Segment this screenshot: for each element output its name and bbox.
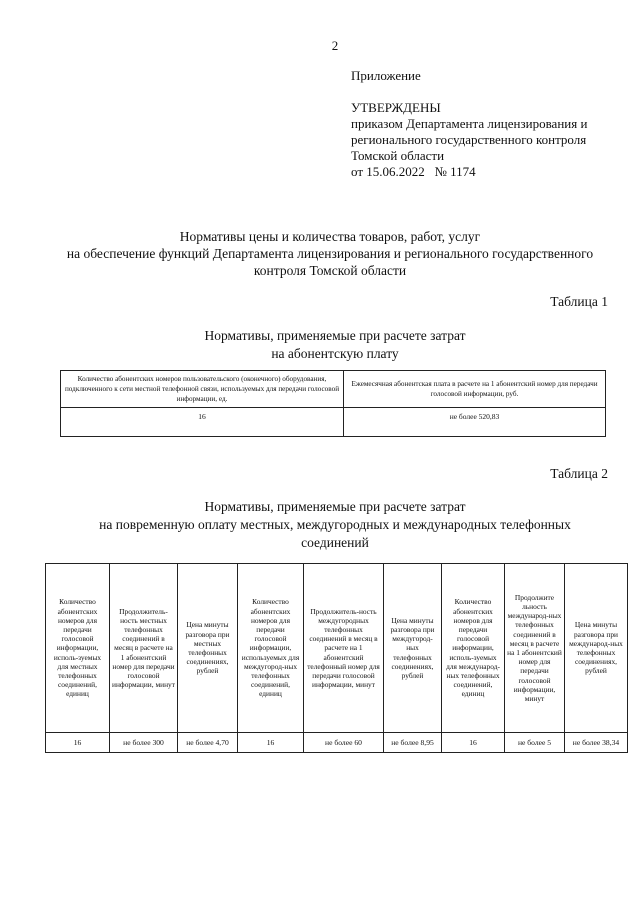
appendix-block xyxy=(351,68,621,180)
table2-header-cell: Количество абонентских номеров для передачи голосовой информации, исполь-зуемых для международ-ных телефонных соединений, единиц xyxy=(442,564,505,733)
table1-cell: 16 xyxy=(61,408,344,437)
table-header-row xyxy=(61,371,606,408)
table1-heading xyxy=(40,327,630,363)
table1-cell: не более 520,83 xyxy=(344,408,606,437)
order-date-number: от 15.06.2022 № 1174 xyxy=(351,164,476,179)
table2-cell: не более 8,95 xyxy=(384,733,442,753)
table2-header-cell: Цена минуты разговора при местных телефонных соединениях, рублей xyxy=(178,564,238,733)
table2-cell: 16 xyxy=(46,733,110,753)
table2-heading-line-1: Нормативы, применяемые при расчете затрат xyxy=(204,499,466,514)
table1-header-cell: Количество абонентских номеров пользовательского (оконечного) оборудования, подключенного к сети местной телефонной связи, используемых для передачи голосовой информации, ед. xyxy=(61,371,344,408)
table-header-row xyxy=(46,564,628,733)
table1-heading-line-1: Нормативы, применяемые при расчете затрат xyxy=(204,328,466,343)
table1-label: Таблица 1 xyxy=(550,294,608,309)
table2-heading xyxy=(40,498,630,552)
table2-header-cell: Продолжитель-ность местных телефонных соединений в месяц в расчете на 1 абонентский номер для передачи голосовой информации, минут xyxy=(110,564,178,733)
table-row xyxy=(46,733,628,753)
table2-header-cell: Количество абонентских номеров для передачи голосовой информации, исполь-зуемых для местных телефонных соединений, единиц xyxy=(46,564,110,733)
title-line-3: контроля Томской области xyxy=(253,263,407,278)
table2-cell: не более 300 xyxy=(110,733,178,753)
table1 xyxy=(60,370,606,437)
table2-header-cell: Цена минуты разговора при международ-ных телефонных соединениях, рублей xyxy=(565,564,628,733)
table2-heading-line-2: на повременную оплату местных, междугородных и международных телефонных xyxy=(99,517,571,532)
approved-label: УТВЕРЖДЕНЫ xyxy=(351,100,441,115)
table1-heading-line-2: на абонентскую плату xyxy=(271,346,399,361)
table2-cell: не более 5 xyxy=(505,733,565,753)
order-line-3: Томской области xyxy=(351,148,445,163)
table2-label: Таблица 2 xyxy=(550,466,608,481)
table2-cell: не более 4,70 xyxy=(178,733,238,753)
table2-header-cell: Продолжите льность международ-ных телефонных соединений в месяц в расчете на 1 абонентский номер для передачи голосовой информации, минут xyxy=(505,564,565,733)
table2-heading-line-3: соединений xyxy=(301,535,369,550)
order-line-1: приказом Департамента лицензирования и xyxy=(351,116,588,131)
table2-header-cell: Количество абонентских номеров для передачи голосовой информации, используемых для междугород-ных телефонных соединений, единиц xyxy=(238,564,304,733)
table2-cell: не более 38,34 xyxy=(565,733,628,753)
document-title xyxy=(40,228,620,279)
appendix-label: Приложение xyxy=(351,68,421,83)
title-line-2: на обеспечение функций Департамента лицензирования и регионального государственного xyxy=(66,246,594,261)
order-line-2: регионального государственного контроля xyxy=(351,132,587,147)
page-number: 2 xyxy=(331,38,339,53)
table2-cell: 16 xyxy=(238,733,304,753)
table2 xyxy=(45,563,628,753)
table-row xyxy=(61,408,606,437)
table2-header-cell: Продолжитель-ность междугородных телефонных соединений в месяц в расчете на 1 абонентский телефонный номер для передачи голосовой информации, минут xyxy=(304,564,384,733)
table2-header-cell: Цена минуты разговора при междугород-ных телефонных соединениях, рублей xyxy=(384,564,442,733)
title-line-1: Нормативы цены и количества товаров, работ, услуг xyxy=(179,229,481,244)
table2-cell: не более 60 xyxy=(304,733,384,753)
table2-cell: 16 xyxy=(442,733,505,753)
table1-header-cell: Ежемесячная абонентская плата в расчете на 1 абонентский номер для передачи голосовой информации, руб. xyxy=(344,371,606,408)
